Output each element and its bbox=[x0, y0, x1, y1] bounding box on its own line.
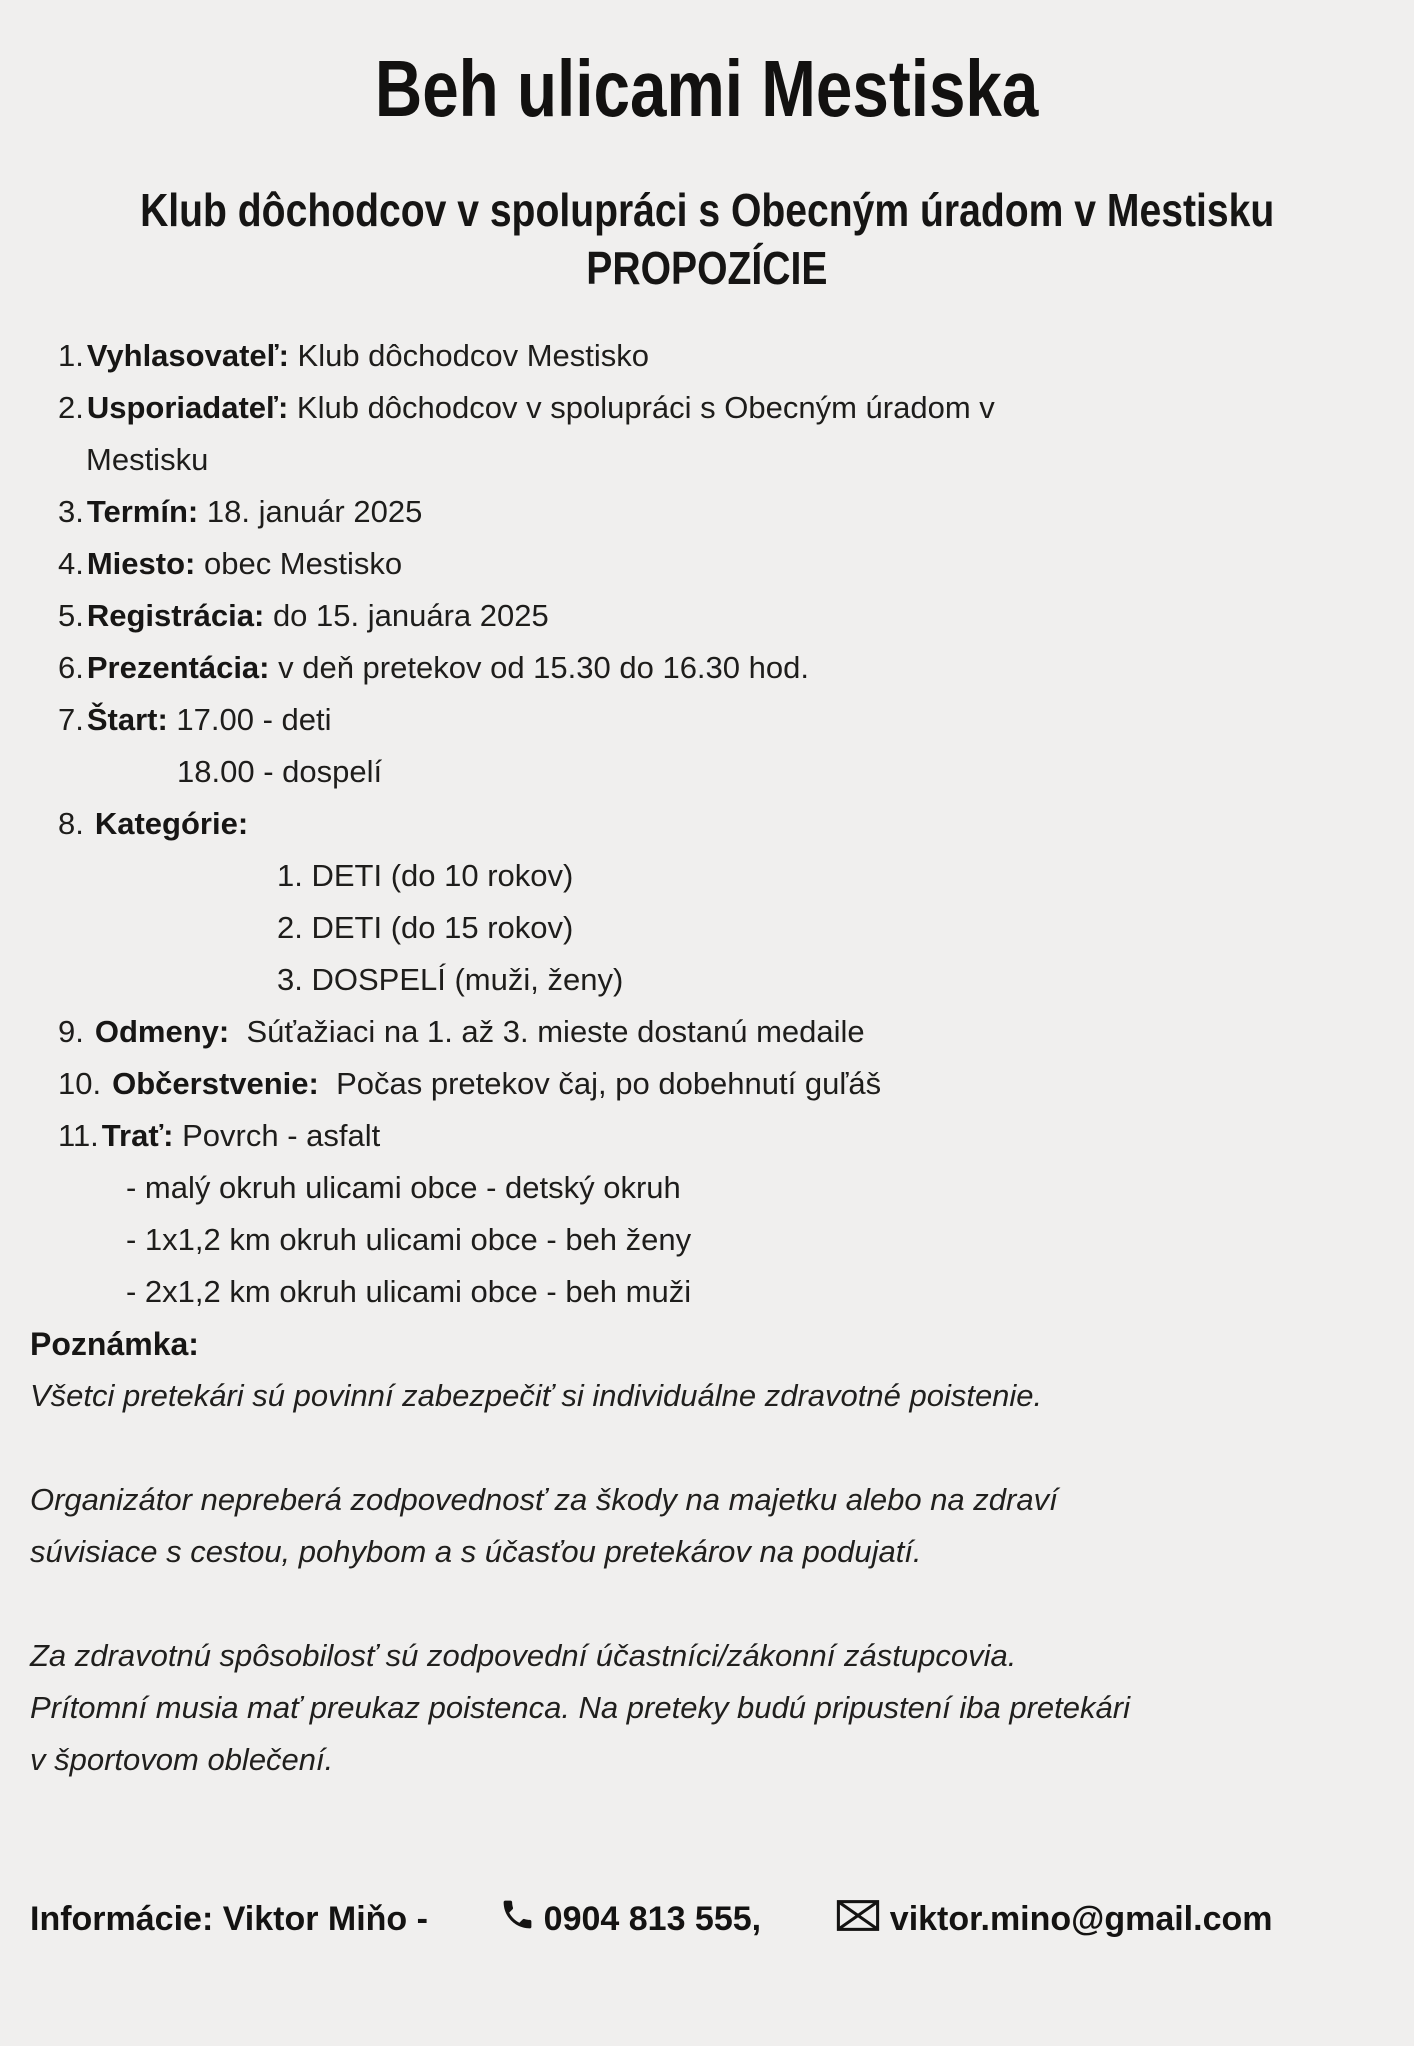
contact-label: Informácie: Viktor Miňo - bbox=[30, 1899, 428, 1938]
list-item: 5.Registrácia: do 15. januára 2025 bbox=[58, 598, 549, 633]
phone-icon bbox=[442, 1850, 536, 1991]
envelope-icon bbox=[779, 1852, 880, 1990]
list-item: 10. Občerstvenie: Počas pretekov čaj, po dobehnutí guľáš bbox=[58, 1066, 882, 1101]
list-item bbox=[0, 798, 1414, 850]
item-number: 1. bbox=[58, 338, 84, 373]
note-heading: Poznámka: bbox=[30, 1326, 199, 1362]
list-continuation-line: 1. DETI (do 10 rokov) bbox=[277, 858, 574, 893]
list-continuation-line: - malý okruh ulicami obce - detský okruh bbox=[126, 1170, 681, 1205]
item-label: Prezentácia: bbox=[86, 650, 270, 685]
note-paragraph-line: Prítomní musia mať preukaz poistenca. Na preteky budú pripustení iba pretekári bbox=[30, 1690, 1130, 1725]
item-label: Miesto: bbox=[86, 546, 196, 581]
item-label: Termín: bbox=[86, 494, 199, 529]
item-label: Usporiadateľ: bbox=[86, 390, 289, 425]
page-subtitle-text: Klub dôchodcov v spolupráci s Obecným úradom v Mestisku bbox=[139, 184, 1275, 236]
item-number: 6. bbox=[58, 650, 84, 685]
list-continuation-line: - 1x1,2 km okruh ulicami obce - beh ženy bbox=[126, 1222, 692, 1257]
item-number: 10. bbox=[58, 1066, 102, 1101]
list-continuation-line: 3. DOSPELÍ (muži, ženy) bbox=[277, 962, 624, 997]
item-label: Občerstvenie: bbox=[112, 1066, 319, 1101]
item-number: 11. bbox=[58, 1118, 99, 1153]
note-paragraph-line: Za zdravotnú spôsobilosť sú zodpovední účastníci/zákonní zástupcovia. bbox=[30, 1638, 1017, 1673]
doc-type-text: PROPOZÍCIE bbox=[586, 242, 828, 294]
item-label: Štart: bbox=[86, 702, 168, 737]
item-label: Kategórie: bbox=[94, 806, 249, 841]
note-paragraphs bbox=[0, 1370, 1414, 1786]
note-paragraph-line: Všetci pretekári sú povinní zabezpečiť si individuálne zdravotné poistenie. bbox=[30, 1378, 1043, 1413]
item-number: 9. bbox=[58, 1014, 84, 1049]
list-continuation-line: - 2x1,2 km okruh ulicami obce - beh muži bbox=[126, 1274, 692, 1309]
list-item: 6.Prezentácia: v deň pretekov od 15.30 do 16.30 hod. bbox=[58, 650, 809, 685]
contact-email: viktor.mino@gmail.com bbox=[889, 1899, 1273, 1938]
item-label: Odmeny: bbox=[94, 1014, 230, 1049]
list-continuation-line: 2. DETI (do 15 rokov) bbox=[277, 910, 574, 945]
list-item: 9. Odmeny: Súťažiaci na 1. až 3. mieste dostanú medaile bbox=[58, 1014, 865, 1049]
propositions-list bbox=[0, 330, 1414, 1318]
doc-type-heading bbox=[0, 242, 1414, 294]
list-item: 11.Trať: Povrch - asfalt bbox=[58, 1118, 381, 1153]
list-item: 4.Miesto: obec Mestisko bbox=[58, 546, 403, 581]
note-paragraph bbox=[0, 1370, 1414, 1422]
contact-phone: 0904 813 555, bbox=[543, 1899, 762, 1938]
page-title bbox=[0, 46, 1414, 132]
note-paragraph bbox=[0, 1474, 1414, 1578]
item-label: Vyhlasovateľ: bbox=[86, 338, 289, 373]
list-item: 7.Štart: 17.00 - deti bbox=[58, 702, 332, 737]
item-number: 2. bbox=[58, 390, 84, 425]
page-subtitle bbox=[0, 184, 1414, 236]
list-item: 1.Vyhlasovateľ: Klub dôchodcov Mestisko bbox=[58, 338, 650, 373]
item-label: Trať: bbox=[101, 1118, 174, 1153]
list-continuation-line: 18.00 - dospelí bbox=[177, 754, 383, 789]
item-number: 4. bbox=[58, 546, 84, 581]
note-paragraph-line: súvisiace s cestou, pohybom a s účasťou pretekárov na podujatí. bbox=[30, 1534, 922, 1569]
item-number: 7. bbox=[58, 702, 84, 737]
list-item: 3.Termín: 18. január 2025 bbox=[58, 494, 423, 529]
note-paragraph-line: v športovom oblečení. bbox=[30, 1742, 334, 1777]
page-title-text: Beh ulicami Mestiska bbox=[375, 44, 1039, 133]
item-number: 3. bbox=[58, 494, 84, 529]
contact-line bbox=[0, 1848, 1414, 1989]
note-paragraph bbox=[0, 1630, 1414, 1786]
note-paragraph-line: Organizátor nepreberá zodpovednosť za škody na majetku alebo na zdraví bbox=[30, 1482, 1058, 1517]
item-number: 5. bbox=[58, 598, 84, 633]
list-continuation-line: Mestisku bbox=[86, 442, 209, 477]
list-item: 2.Usporiadateľ: Klub dôchodcov v spolupráci s Obecným úradom v bbox=[58, 390, 995, 425]
document-page bbox=[0, 46, 1414, 2046]
item-number: 8. bbox=[58, 806, 84, 841]
item-label: Registrácia: bbox=[86, 598, 265, 633]
